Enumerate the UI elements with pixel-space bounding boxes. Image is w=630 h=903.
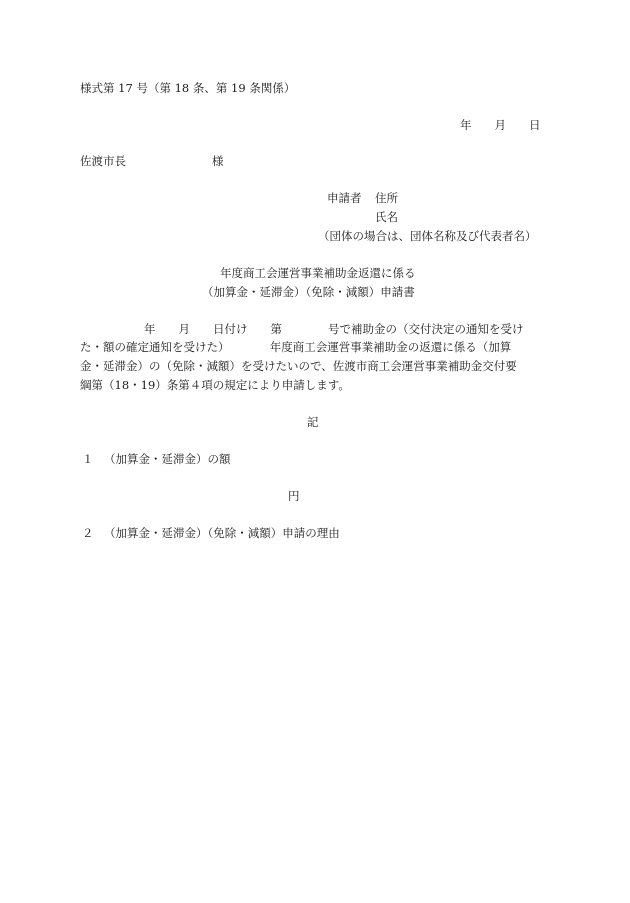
applicant-name-label: 氏名: [375, 210, 398, 224]
document-title-line1: 年度商工会運営事業補助金返還に係る: [220, 266, 416, 280]
item-2-label: （加算金・延滞金）（免除・減額）申請の理由: [104, 526, 340, 540]
applicant-note: （団体の場合は、団体名称及び代表者名）: [318, 229, 537, 243]
date-line: 年 月 日: [460, 118, 541, 132]
form-number: 様式第 17 号（第 18 条、第 19 条関係）: [80, 81, 296, 95]
ki-heading: 記: [307, 415, 319, 429]
item-1-label: （加算金・延滞金）の額: [104, 452, 231, 466]
body-line-1: 年 月 日付け 第 号で補助金の（交付決定の通知を受け: [144, 322, 524, 336]
item-2-number: ２: [82, 526, 94, 540]
applicant-label: 申請者: [327, 191, 362, 205]
body-line-4: 綱第（18・19）条第４項の規定により申請します。: [80, 378, 350, 392]
applicant-address-label: 住所: [375, 191, 398, 205]
document-title-line2: （加算金・延滞金）（免除・減額）申請書: [202, 285, 415, 299]
item-1-number: １: [82, 452, 94, 466]
yen-label: 円: [288, 489, 300, 503]
addressee-name: 佐渡市長: [80, 154, 126, 168]
addressee-honorific: 様: [212, 154, 224, 168]
body-line-2: た・額の確定通知を受けた） 年度商工会運営事業補助金の返還に係る（加算: [80, 340, 512, 354]
body-line-3: 金・延滞金）の（免除・減額）を受けたいので、佐渡市商工会運営事業補助金交付要: [80, 359, 517, 373]
